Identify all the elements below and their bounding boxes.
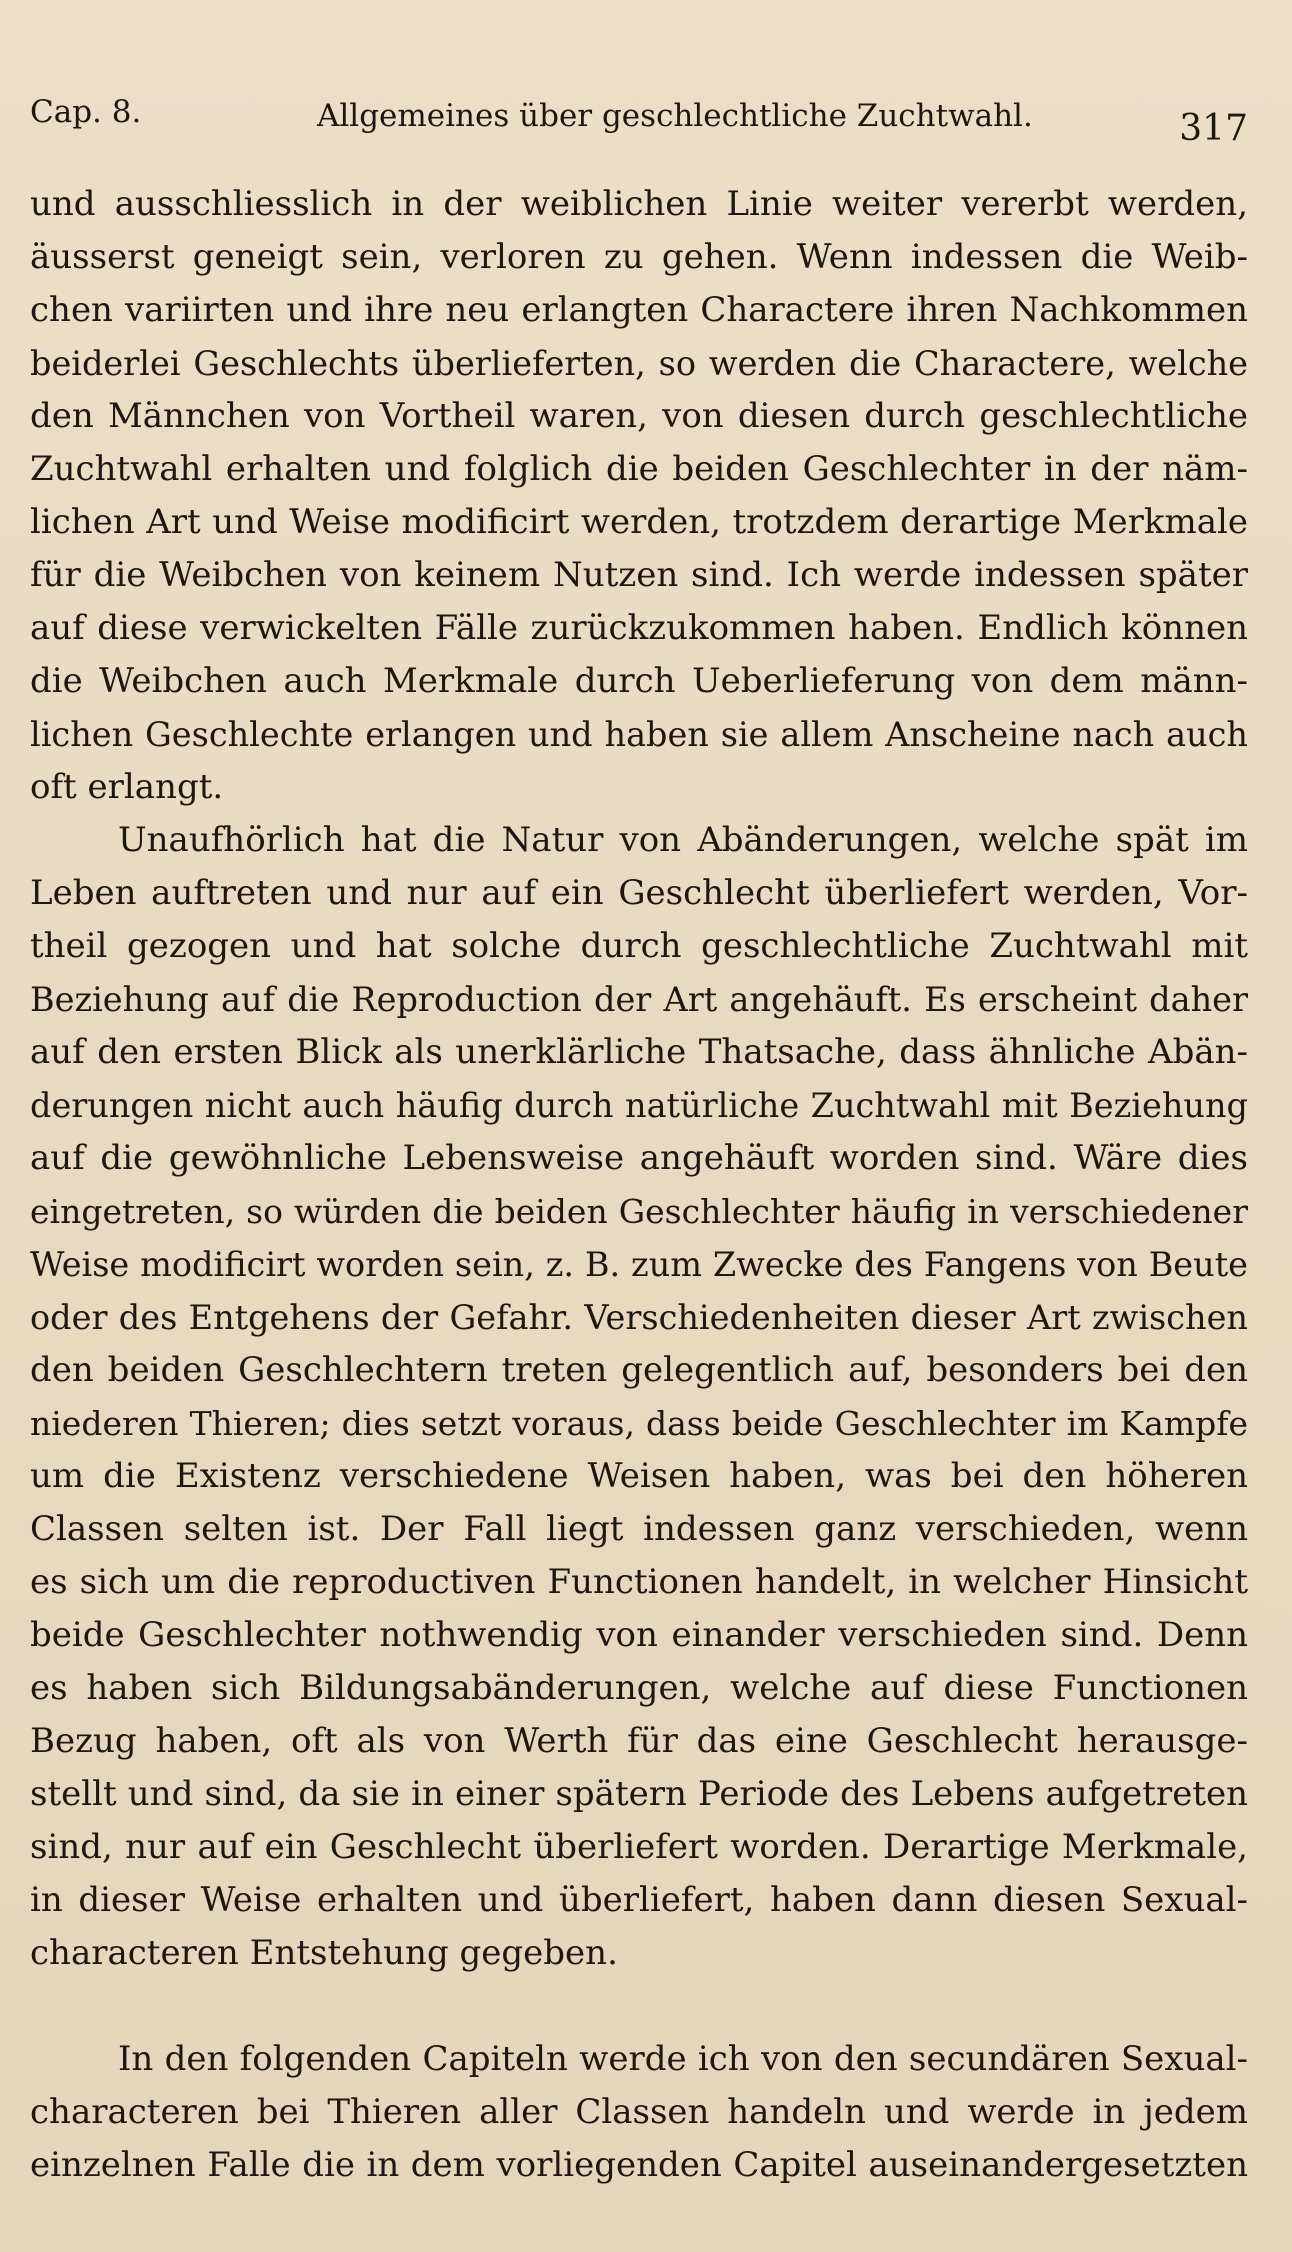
- text-line: Unaufhörlich hat die Natur von Abänderungen, welche spät im: [118, 820, 1248, 860]
- text-line: und ausschliesslich in der weiblichen Linie weiter vererbt werden,: [30, 184, 1248, 224]
- text-line: oft erlangt.: [30, 767, 224, 807]
- paragraph-gap: [30, 1980, 1248, 2033]
- text-line: Beziehung auf die Reproduction der Art angehäuft. Es erscheint daher: [30, 980, 1248, 1019]
- chapter-label: Cap. 8.: [30, 94, 142, 130]
- text-line: auf diese verwickelten Fälle zurückzukommen haben. Endlich können: [30, 608, 1248, 648]
- text-line: auf den ersten Blick als unerklärliche Thatsache, dass ähnliche Abän-: [30, 1032, 1248, 1072]
- text-line: theil gezogen und hat solche durch geschlechtliche Zuchtwahl mit: [30, 926, 1248, 966]
- text-line: characteren Entstehung gegeben.: [30, 1933, 618, 1973]
- text-line: in dieser Weise erhalten und überliefert, haben dann diesen Sexual-: [30, 1880, 1248, 1920]
- page-number: 317: [1179, 108, 1248, 149]
- text-line: chen variirten und ihre neu erlangten Charactere ihren Nachkommen: [30, 290, 1248, 330]
- text-line: die Weibchen auch Merkmale durch Ueberlieferung von dem männ-: [30, 661, 1248, 701]
- text-line: einzelnen Falle die in dem vorliegenden Capitel auseinandergesetzten: [30, 2145, 1248, 2185]
- running-head: [30, 86, 1248, 149]
- text-line: Weise modificirt worden sein, z. B. zum Zwecke des Fangens von Beute: [30, 1245, 1248, 1284]
- text-line: um die Existenz verschiedene Weisen haben, was bei den höheren: [30, 1456, 1248, 1496]
- text-line: In den folgenden Capiteln werde ich von den secundären Sexual-: [118, 2039, 1248, 2079]
- paragraph-2: [30, 814, 1248, 1980]
- text-line: beiderlei Geschlechts überlieferten, so werden die Charactere, welche: [30, 344, 1248, 383]
- paragraph-1: [30, 178, 1248, 814]
- text-line: lichen Art und Weise modificirt werden, trotzdem derartige Merkmale: [30, 502, 1248, 542]
- text-line: Classen selten ist. Der Fall liegt indessen ganz verschieden, wenn: [30, 1509, 1248, 1549]
- running-title: Allgemeines über geschlechtliche Zuchtwahl.: [317, 98, 1033, 134]
- text-line: lichen Geschlechte erlangen und haben sie allem Anscheine nach auch: [30, 715, 1248, 754]
- text-line: Zuchtwahl erhalten und folglich die beiden Geschlechter in der näm-: [30, 449, 1248, 489]
- text-line: oder des Entgehens der Gefahr. Verschiedenheiten dieser Art zwischen: [30, 1298, 1248, 1337]
- text-line: äusserst geneigt sein, verloren zu gehen. Wenn indessen die Weib-: [30, 237, 1248, 277]
- text-line: auf die gewöhnliche Lebensweise angehäuft worden sind. Wäre dies: [30, 1138, 1248, 1178]
- text-line: characteren bei Thieren aller Classen handeln und werde in jedem: [30, 2092, 1248, 2132]
- paragraph-3: [30, 2033, 1248, 2192]
- text-line: für die Weibchen von keinem Nutzen sind. Ich werde indessen später: [30, 555, 1248, 595]
- text-line: eingetreten, so würden die beiden Geschlechter häufig in verschiedener: [30, 1192, 1248, 1231]
- text-line: den Männchen von Vortheil waren, von diesen durch geschlechtliche: [30, 396, 1248, 436]
- text-line: beide Geschlechter nothwendig von einander verschieden sind. Denn: [30, 1615, 1248, 1655]
- text-line: sind, nur auf ein Geschlecht überliefert worden. Derartige Merkmale,: [30, 1827, 1248, 1867]
- text-line: es haben sich Bildungsabänderungen, welche auf diese Functionen: [30, 1668, 1248, 1708]
- text-line: Leben auftreten und nur auf ein Geschlecht überliefert werden, Vor-: [30, 873, 1248, 913]
- text-line: es sich um die reproductiven Functionen handelt, in welcher Hinsicht: [30, 1562, 1248, 1602]
- text-line: Bezug haben, oft als von Werth für das eine Geschlecht herausge-: [30, 1721, 1248, 1761]
- text-line: derungen nicht auch häufig durch natürliche Zuchtwahl mit Beziehung: [30, 1086, 1248, 1125]
- text-line: niederen Thieren; dies setzt voraus, dass beide Geschlechter im Kampfe: [30, 1404, 1248, 1443]
- text-line: stellt und sind, da sie in einer spätern Periode des Lebens aufgetreten: [30, 1774, 1248, 1814]
- text-line: den beiden Geschlechtern treten gelegentlich auf, besonders bei den: [30, 1350, 1248, 1390]
- body-text: [30, 178, 1248, 2192]
